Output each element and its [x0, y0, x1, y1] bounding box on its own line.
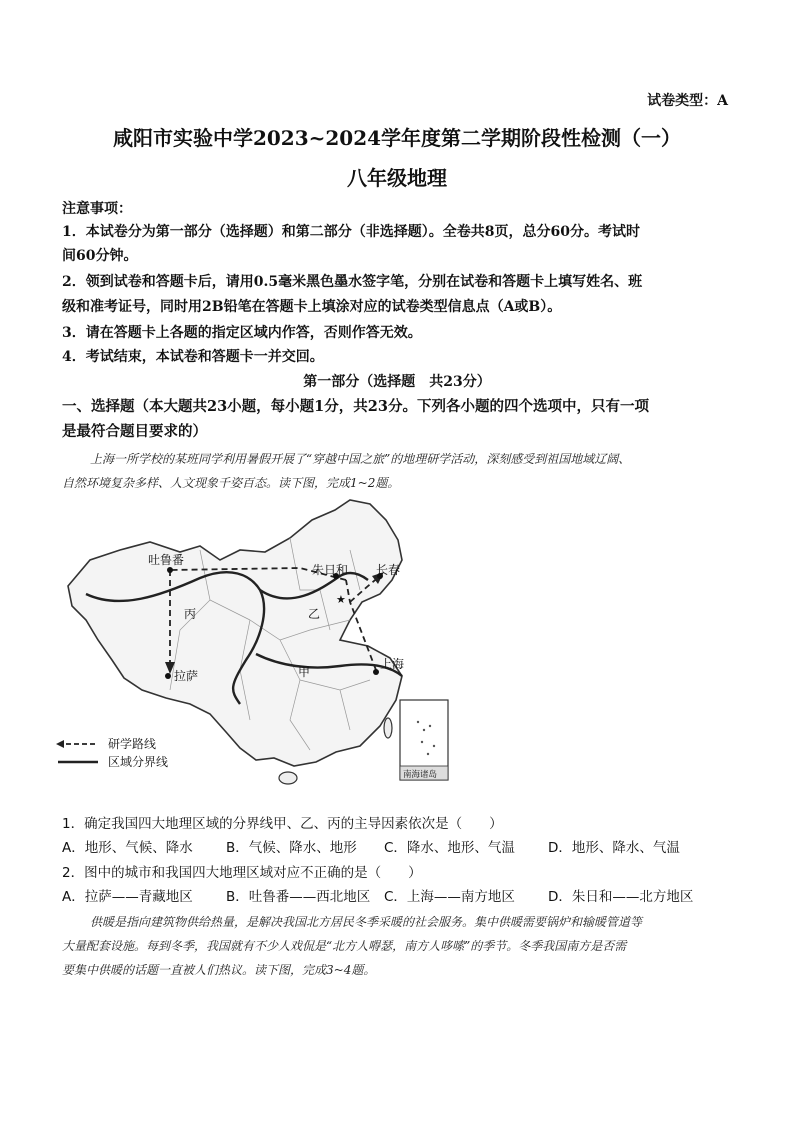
q2-option-a: A．拉萨——青藏地区 — [62, 889, 193, 905]
city-dot-shanghai — [373, 669, 379, 675]
label-yi: 乙 — [308, 607, 321, 621]
intro-1-line1: 上海一所学校的某班同学利用暑假开展了“穿越中国之旅”的地理研学活动，深刻感受到祖国地域辽阔、 — [90, 452, 631, 466]
q2-stem: 2．图中的城市和我国四大地理区域对应不正确的是（ ） — [62, 865, 422, 881]
map-legend — [56, 736, 168, 769]
q1-option-b: B．气候、降水、地形 — [226, 840, 357, 856]
q1-option-d: D．地形、降水、气温 — [548, 840, 680, 856]
q1-option-a: A．地形、气候、降水 — [62, 840, 193, 856]
beijing-star-icon: ★ — [336, 593, 346, 606]
q2-options — [62, 885, 742, 909]
legend-boundary: 区域分界线 — [108, 755, 169, 769]
label-bing: 丙 — [184, 607, 197, 621]
city-dot-lasa — [165, 673, 171, 679]
hainan-island — [279, 772, 297, 784]
note-line: 4．考试结束，本试卷和答题卡一并交回。 — [62, 349, 324, 365]
label-changchun: 长春 — [376, 563, 401, 577]
note-line: 3．请在答题卡上各题的指定区域内作答，否则作答无效。 — [62, 325, 422, 341]
part-one-heading: 第一部分（选择题 共23分） — [303, 374, 491, 390]
china-outline — [68, 500, 405, 766]
china-map — [50, 490, 450, 790]
china-map-figure — [50, 490, 450, 790]
q1-stem: 1．确定我国四大地理区域的分界线甲、乙、丙的主导因素依次是（ ） — [62, 816, 503, 832]
subject-title: 八年级地理 — [347, 166, 447, 190]
intro-2-line3: 要集中供暖的话题一直被人们热议。读下图，完成3~4题。 — [62, 963, 376, 977]
exam-title: 咸阳市实验中学2023~2024学年度第二学期阶段性检测（一） — [112, 126, 682, 150]
q2-option-d: D．朱日和——北方地区 — [548, 889, 694, 905]
section-one-line1: 一、选择题（本大题共23小题，每小题1分，共23分。下列各小题的四个选项中，只有一项 — [62, 398, 649, 415]
notes-heading: 注意事项： — [62, 201, 132, 217]
q2-option-c: C．上海——南方地区 — [384, 889, 515, 905]
intro-1-line2: 自然环境复杂多样、人文现象千姿百态。读下图，完成1~2题。 — [62, 476, 400, 490]
label-shanghai: 上海 — [380, 657, 405, 671]
taiwan-island — [384, 718, 392, 738]
label-nanhai: 南海诸岛 — [403, 770, 438, 780]
intro-2-line1: 供暖是指向建筑物供给热量，是解决我国北方居民冬季采暖的社会服务。集中供暖需要锅炉和输暖管道等 — [90, 915, 643, 929]
label-lasa: 拉萨 — [174, 669, 199, 683]
legend-route: 研学路线 — [108, 737, 157, 751]
note-line: 间60分钟。 — [62, 248, 138, 264]
city-dot-tulufan — [167, 567, 173, 573]
q1-options — [62, 836, 742, 860]
label-jia: 甲 — [298, 665, 311, 679]
q1-option-c: C．降水、地形、气温 — [384, 840, 515, 856]
note-line: 1．本试卷分为第一部分（选择题）和第二部分（非选择题）。全卷共8页，总分60分。考试时 — [62, 224, 640, 240]
note-line: 级和准考证号，同时用2B铅笔在答题卡上填涂对应的试卷类型信息点（A或B）。 — [62, 299, 562, 315]
label-tulufan: 吐鲁番 — [148, 553, 185, 567]
paper-type-label: 试卷类型：A — [647, 93, 728, 109]
q2-option-b: B．吐鲁番——西北地区 — [226, 889, 371, 905]
label-zhurihe: 朱日和 — [312, 563, 349, 577]
section-one-line2: 是最符合题目要求的） — [62, 423, 207, 440]
note-line: 2．领到试卷和答题卡后，请用0.5毫米黑色墨水签字笔，分别在试卷和答题卡上填写姓名、班 — [62, 274, 643, 290]
intro-2-line2: 大量配套设施。每到冬季，我国就有不少人戏侃是“北方人嘚瑟，南方人哆嗦”的季节。冬季我国南方是否需 — [62, 939, 627, 953]
